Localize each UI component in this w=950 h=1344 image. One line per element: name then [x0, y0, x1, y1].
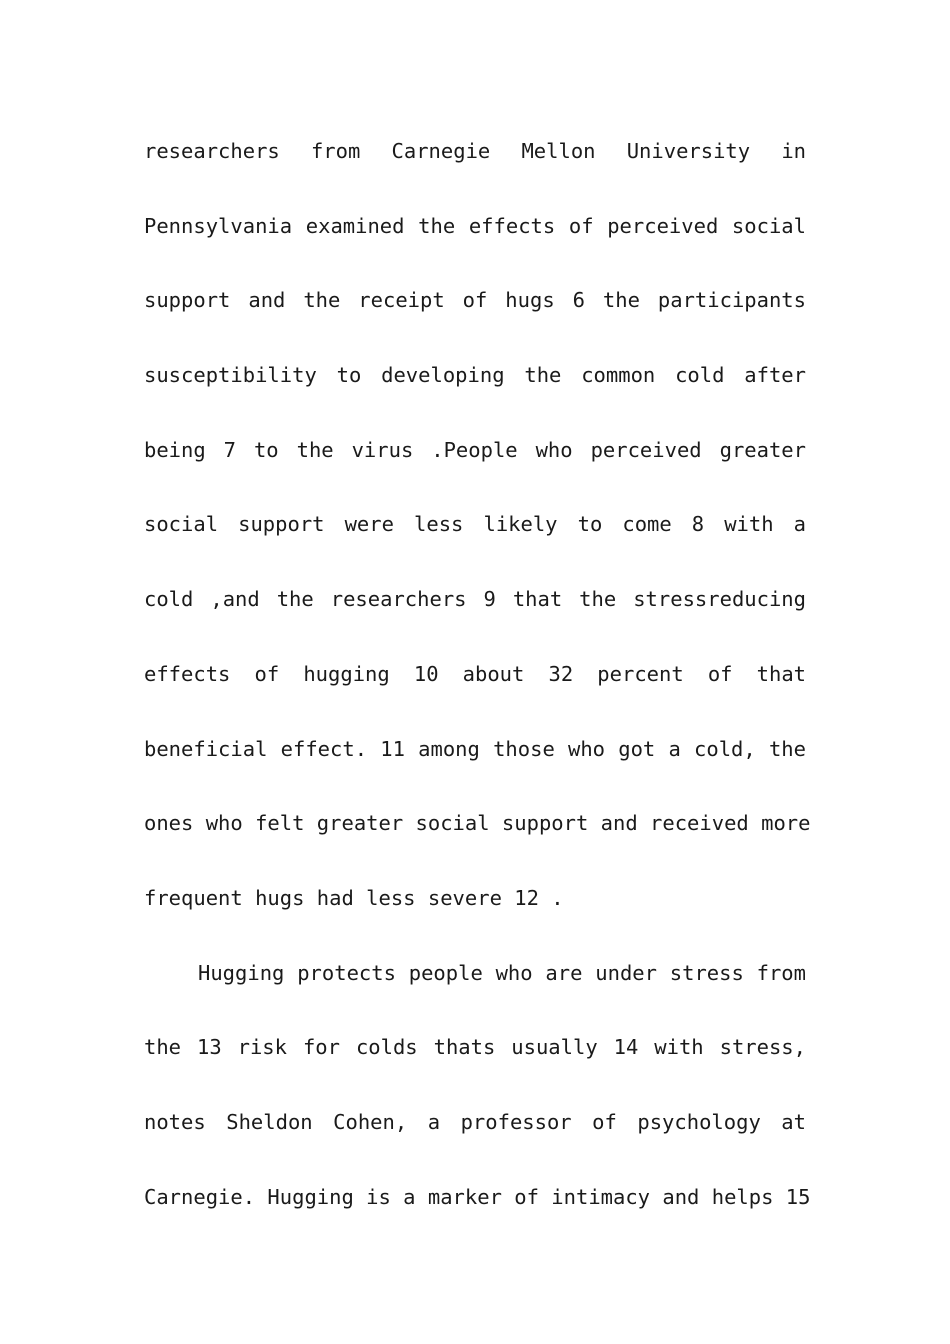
- text-line: support and the receipt of hugs 6 the participants: [144, 288, 806, 313]
- text-line: beneficial effect. 11 among those who got a cold, the: [144, 736, 806, 761]
- text-line: social support were less likely to come 8 with a: [144, 512, 806, 537]
- paragraph-end-line: frequent hugs had less severe 12 .: [144, 885, 564, 910]
- text-line: cold ,and the researchers 9 that the stressreducing: [144, 587, 806, 612]
- text-line: susceptibility to developing the common cold after: [144, 363, 806, 388]
- text-line: ones who felt greater social support and received more: [144, 811, 811, 836]
- body-text: [144, 114, 811, 1234]
- text-line: the 13 risk for colds thats usually 14 with stress,: [144, 1035, 806, 1060]
- text-line: being 7 to the virus .People who perceived greater: [144, 437, 806, 462]
- text-line: Carnegie. Hugging is a marker of intimacy and helps 15: [144, 1184, 811, 1209]
- text-line: researchers from Carnegie Mellon University in: [144, 139, 806, 163]
- text-line: effects of hugging 10 about 32 percent of that: [144, 661, 806, 686]
- text-line: Pennsylvania examined the effects of perceived social: [144, 213, 806, 238]
- paragraph-start-line: Hugging protects people who are under stress from: [198, 960, 806, 985]
- text-line: notes Sheldon Cohen, a professor of psychology at: [144, 1109, 806, 1134]
